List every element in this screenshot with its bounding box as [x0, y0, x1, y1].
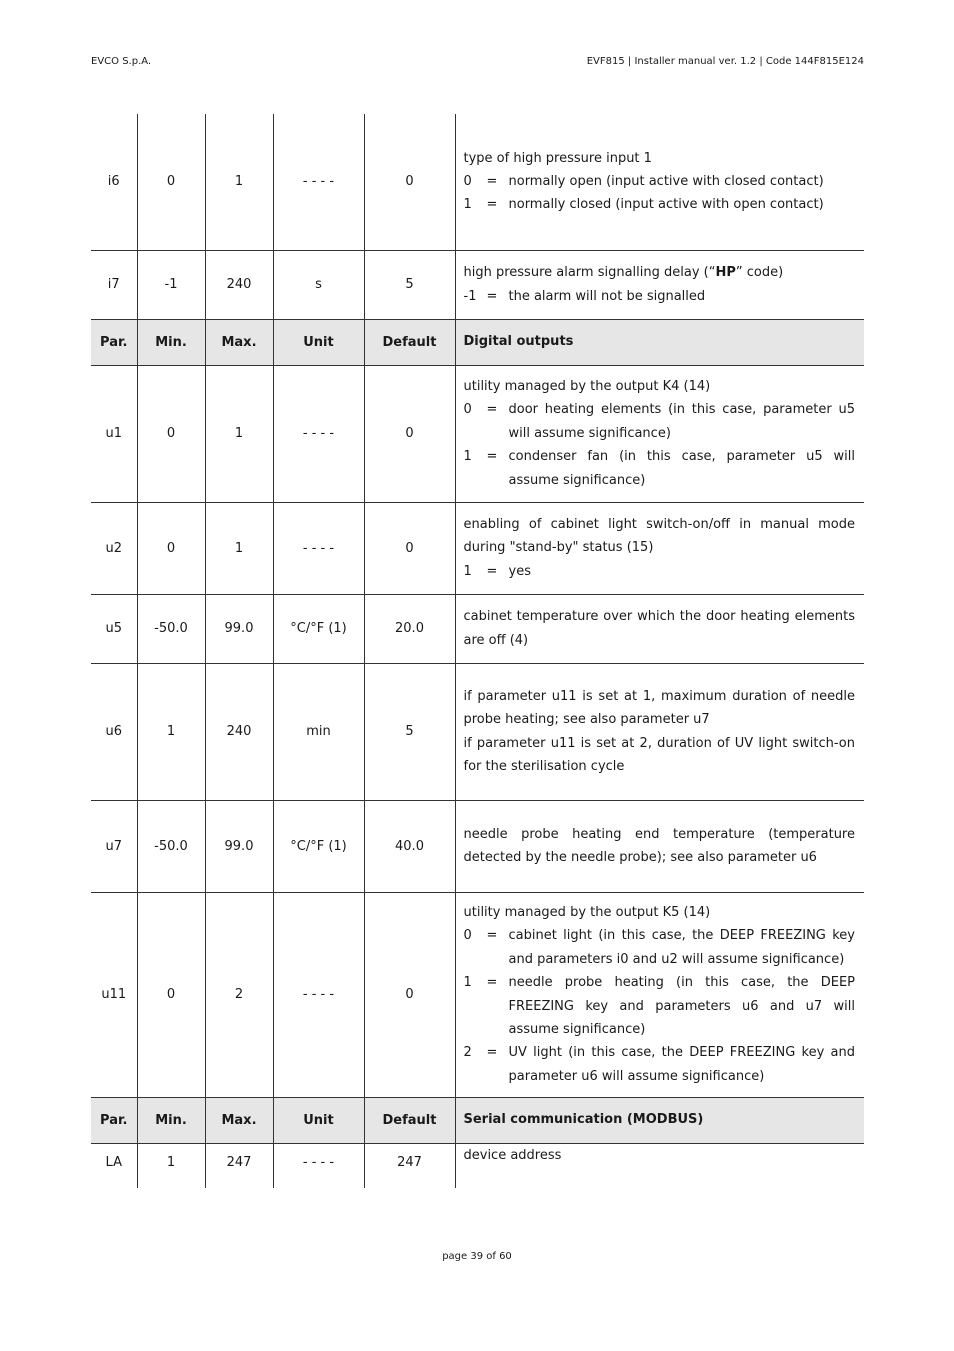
option-text: the alarm will not be signalled — [508, 288, 706, 304]
param-max: 2 — [205, 892, 273, 1097]
col-header-par: Par. — [91, 1097, 137, 1143]
param-description — [455, 594, 864, 663]
option-text: yes — [508, 563, 531, 579]
param-description — [455, 663, 864, 800]
description-title: utility managed by the output K5 (14) — [463, 904, 711, 920]
description-title: cabinet temperature over which the door heating elements are off (4) — [463, 609, 855, 648]
param-min: 1 — [137, 1143, 205, 1188]
param-code: i7 — [91, 250, 137, 319]
param-code: u1 — [91, 365, 137, 502]
param-default: 0 — [364, 892, 455, 1097]
description-line: if parameter u11 is set at 1, maximum duration of needle probe heating; see also parameter u7 — [463, 688, 855, 728]
col-header-max: Max. — [205, 319, 273, 365]
col-header-par: Par. — [91, 319, 137, 365]
description-title — [464, 261, 856, 284]
param-max: 247 — [205, 1143, 273, 1188]
param-unit: min — [273, 663, 364, 800]
option-equals: = — [486, 449, 498, 465]
col-header-max: Max. — [205, 1097, 273, 1143]
description-title: utility managed by the output K4 (14) — [463, 378, 711, 394]
section-title: Serial communication (MODBUS) — [455, 1097, 864, 1143]
param-default: 5 — [364, 663, 455, 800]
col-header-unit: Unit — [273, 1097, 364, 1143]
col-header-default: Default — [364, 319, 455, 365]
section-title: Digital outputs — [455, 319, 864, 365]
table-row — [91, 502, 864, 594]
col-header-unit: Unit — [273, 319, 364, 365]
param-code: u2 — [91, 502, 137, 594]
table-row — [91, 250, 864, 319]
param-min: -1 — [137, 250, 205, 319]
col-header-min: Min. — [137, 319, 205, 365]
option-text: normally open (input active with closed contact) — [508, 174, 824, 190]
param-min: 0 — [137, 365, 205, 502]
option-equals: = — [486, 975, 498, 991]
table-row — [91, 594, 864, 663]
section-header-row — [91, 319, 864, 365]
param-default: 0 — [364, 365, 455, 502]
option-item — [464, 971, 856, 1041]
option-text: UV light (in this case, the DEEP FREEZING key and parameter u6 will assume significance) — [508, 1045, 855, 1084]
option-value: 2 — [463, 1045, 472, 1061]
page-number: page 39 of 60 — [442, 1251, 512, 1262]
option-text: normally closed (input active with open contact) — [508, 197, 824, 213]
param-code: u6 — [91, 663, 137, 800]
option-value: 0 — [463, 174, 472, 190]
param-max: 99.0 — [205, 800, 273, 892]
description-title: needle probe heating end temperature (temperature detected by the needle probe); see also parameter u6 — [463, 826, 855, 865]
option-value: 1 — [463, 449, 472, 465]
param-code: i6 — [91, 114, 137, 250]
alarm-code: HP — [715, 265, 736, 281]
section-header-row — [91, 1097, 864, 1143]
table-row — [91, 365, 864, 502]
header-company: EVCO S.p.A. — [91, 56, 152, 67]
option-item — [464, 285, 856, 308]
option-equals: = — [486, 197, 498, 213]
table-row — [91, 892, 864, 1097]
param-description — [455, 250, 864, 319]
param-min: 0 — [137, 892, 205, 1097]
table-row — [91, 114, 864, 250]
option-text: door heating elements (in this case, parameter u5 will assume significance) — [508, 402, 855, 441]
col-header-default: Default — [364, 1097, 455, 1143]
description-line: if parameter u11 is set at 2, duration of UV light switch-on for the sterilisation cycle — [463, 735, 855, 774]
param-min: 0 — [137, 502, 205, 594]
param-unit: s — [273, 250, 364, 319]
param-max: 1 — [205, 365, 273, 502]
option-text: needle probe heating (in this case, the DEEP FREEZING key and parameters u6 and u7 will assume significance) — [508, 975, 855, 1037]
option-item — [464, 170, 856, 193]
option-value: 0 — [463, 928, 472, 944]
param-default: 247 — [364, 1143, 455, 1188]
param-description — [455, 1143, 864, 1188]
param-unit: °C/°F (1) — [273, 800, 364, 892]
option-equals: = — [486, 174, 498, 190]
header-document-info: EVF815 | Installer manual ver. 1.2 | Code 144F815E124 — [586, 56, 864, 67]
param-max: 1 — [205, 114, 273, 250]
option-item — [464, 398, 856, 445]
parameters-table — [91, 114, 864, 1188]
param-description — [455, 114, 864, 250]
option-equals: = — [486, 928, 498, 944]
param-unit: - - - - — [273, 892, 364, 1097]
description-title: enabling of cabinet light switch-on/off in manual mode during "stand-by" status (15) — [463, 516, 855, 556]
param-description — [455, 800, 864, 892]
param-code: LA — [105, 1154, 122, 1170]
title-text: high pressure alarm signalling delay (“ — [463, 265, 716, 281]
option-equals: = — [486, 1045, 498, 1061]
param-min: 1 — [137, 663, 205, 800]
option-text: cabinet light (in this case, the DEEP FREEZING key and parameters i0 and u2 will assume significance) — [508, 928, 855, 967]
option-value: -1 — [463, 288, 477, 304]
param-default: 20.0 — [364, 594, 455, 663]
param-min: -50.0 — [137, 594, 205, 663]
param-code: u11 — [91, 892, 137, 1097]
option-value: 1 — [463, 197, 472, 213]
option-value: 1 — [463, 975, 472, 991]
param-default: 0 — [364, 114, 455, 250]
option-value: 0 — [463, 402, 472, 418]
param-unit: °C/°F (1) — [273, 594, 364, 663]
param-unit: - - - - — [273, 1143, 364, 1188]
param-code: u7 — [91, 800, 137, 892]
option-item — [464, 1041, 856, 1088]
param-max: 1 — [205, 502, 273, 594]
param-unit: - - - - — [273, 502, 364, 594]
option-item — [464, 445, 856, 492]
option-text: condenser fan (in this case, parameter u5 will assume significance) — [508, 449, 855, 488]
param-description — [455, 502, 864, 594]
option-equals: = — [486, 563, 498, 579]
option-value: 1 — [463, 563, 472, 579]
param-default: 5 — [364, 250, 455, 319]
param-max: 240 — [205, 663, 273, 800]
table-row — [91, 663, 864, 800]
table-row — [91, 800, 864, 892]
param-unit: - - - - — [273, 365, 364, 502]
param-description — [455, 892, 864, 1097]
table-row — [91, 1143, 864, 1188]
description-title: device address — [463, 1147, 562, 1163]
param-max: 99.0 — [205, 594, 273, 663]
param-min: -50.0 — [137, 800, 205, 892]
option-item — [464, 924, 856, 971]
param-max: 240 — [205, 250, 273, 319]
param-description — [455, 365, 864, 502]
param-min: 0 — [137, 114, 205, 250]
description-title: type of high pressure input 1 — [463, 150, 652, 166]
title-text: ” code) — [735, 265, 784, 281]
param-default: 40.0 — [364, 800, 455, 892]
option-item — [464, 560, 856, 583]
param-code: u5 — [91, 594, 137, 663]
param-default: 0 — [364, 502, 455, 594]
option-equals: = — [486, 402, 498, 418]
col-header-min: Min. — [137, 1097, 205, 1143]
option-equals: = — [486, 288, 498, 304]
option-item — [464, 193, 856, 216]
param-unit: - - - - — [273, 114, 364, 250]
